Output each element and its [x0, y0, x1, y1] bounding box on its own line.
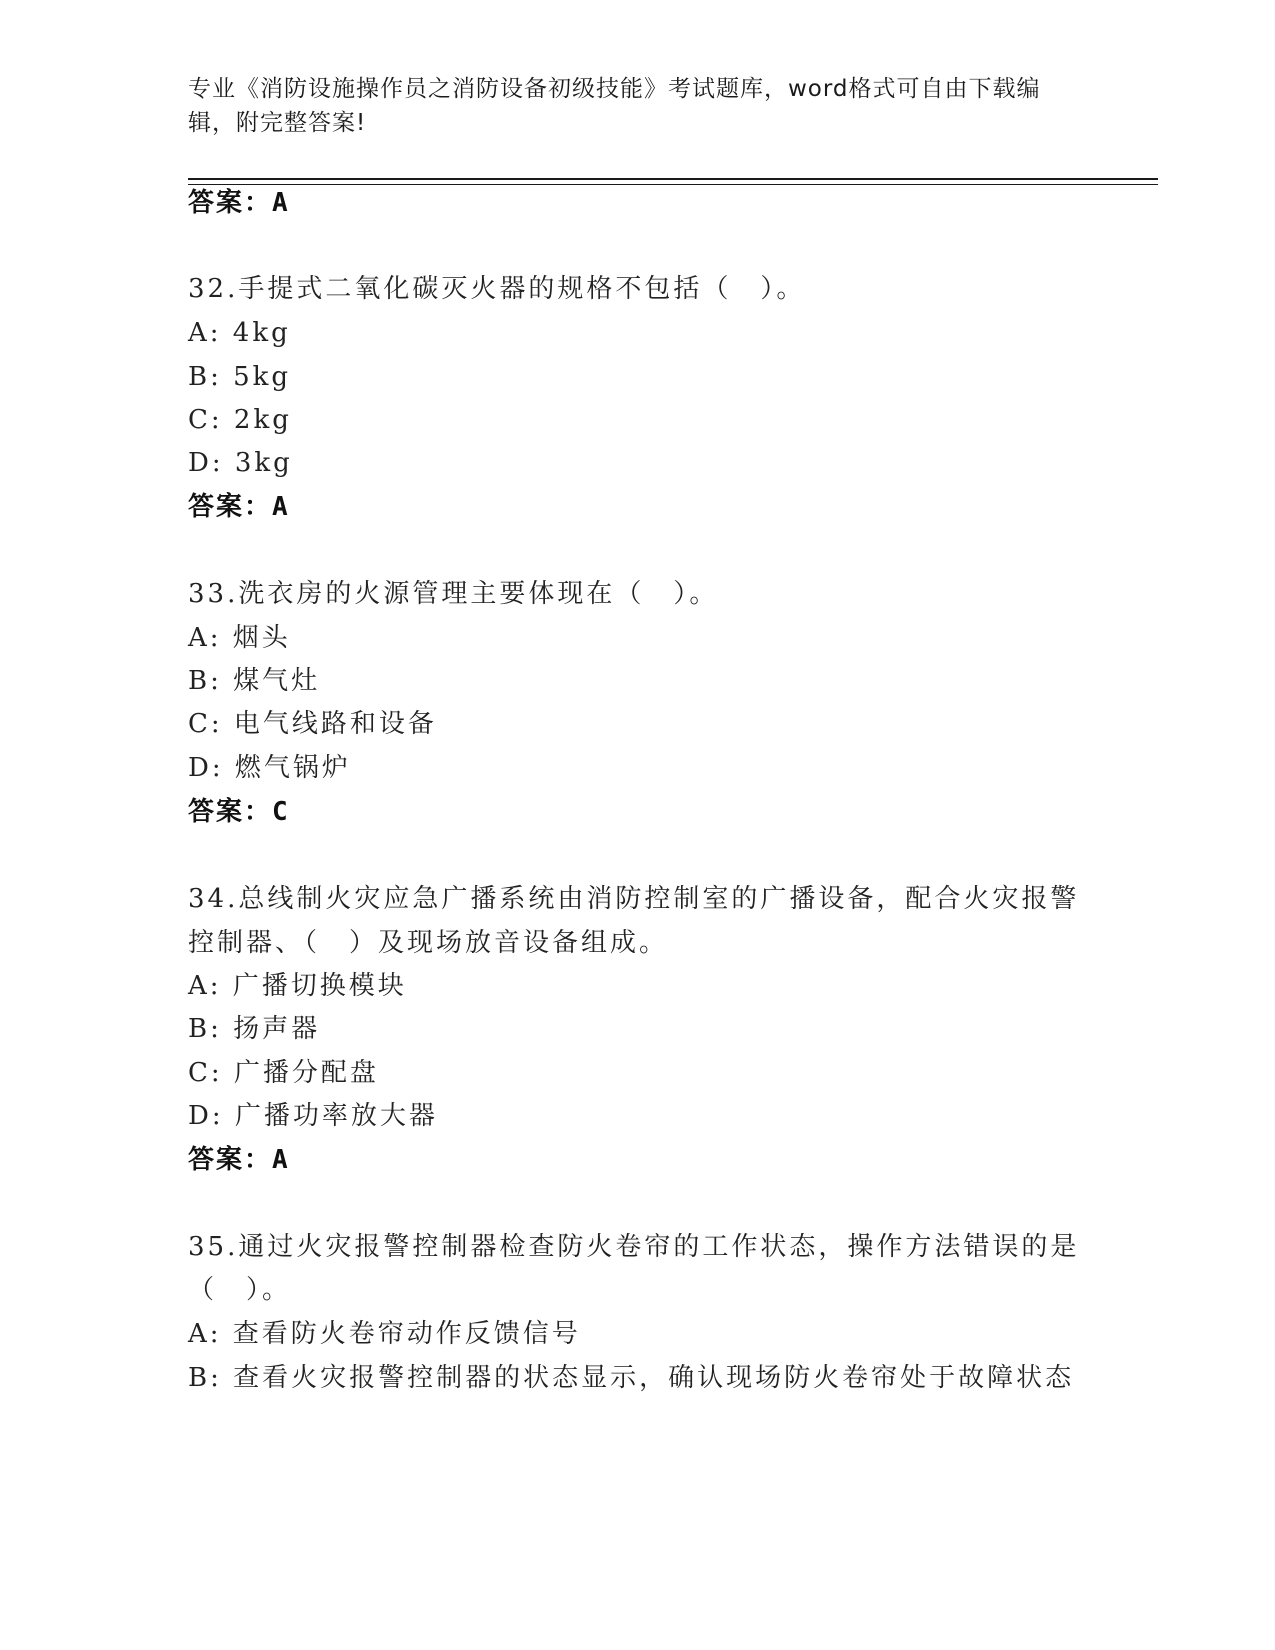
question-34-option-d: D: 广播功率放大器: [188, 1101, 438, 1131]
header-divider-thick: [188, 178, 1158, 180]
answer-label: 答案：: [188, 797, 273, 827]
answer-line-33: [188, 795, 290, 829]
header-intro-line-2: 辑，附完整答案!: [188, 110, 367, 136]
question-33-option-b: B: 煤气灶: [188, 666, 321, 696]
answer-value: A: [272, 492, 290, 522]
answer-label: 答案：: [188, 1145, 273, 1175]
answer-value: C: [272, 797, 290, 827]
header-divider-thin: [188, 184, 1158, 185]
question-35-option-b: B: 查看火灾报警控制器的状态显示，确认现场防火卷帘处于故障状态: [188, 1363, 1075, 1393]
answer-value: A: [272, 188, 290, 218]
question-35-stem-line-1: 35.通过火灾报警控制器检查防火卷帘的工作状态，操作方法错误的是: [188, 1232, 1080, 1262]
question-34-stem-line-2: 控制器、（ ）及现场放音设备组成。: [188, 928, 669, 958]
question-35-stem-line-2: （ ）。: [188, 1275, 292, 1305]
question-34-option-b: B: 扬声器: [188, 1014, 321, 1044]
answer-value: A: [272, 1145, 290, 1175]
answer-line-31: [188, 186, 290, 220]
header-intro-line-1: 专业《消防设施操作员之消防设备初级技能》考试题库，word格式可自由下载编: [188, 76, 1041, 102]
question-32-option-a: A: 4kg: [188, 318, 291, 348]
question-33-stem: 33.洗衣房的火源管理主要体现在（ ）。: [188, 579, 719, 609]
question-32-option-d: D: 3kg: [188, 448, 293, 478]
question-34-option-c: C: 广播分配盘: [188, 1058, 379, 1088]
question-35-option-a: A: 查看防火卷帘动作反馈信号: [188, 1319, 581, 1349]
answer-line-32: [188, 490, 290, 524]
answer-label: 答案：: [188, 492, 273, 522]
question-32-stem: 32.手提式二氧化碳灭火器的规格不包括（ ）。: [188, 274, 806, 304]
question-34-stem-line-1: 34.总线制火灾应急广播系统由消防控制室的广播设备，配合火灾报警: [188, 884, 1080, 914]
page-header: [188, 72, 1088, 140]
question-32-option-c: C: 2kg: [188, 405, 292, 435]
question-33-option-a: A: 烟头: [188, 623, 291, 653]
question-32-option-b: B: 5kg: [188, 362, 292, 392]
question-34-option-a: A: 广播切换模块: [188, 971, 407, 1001]
answer-line-34: [188, 1143, 290, 1177]
answer-label: 答案：: [188, 188, 273, 218]
question-33-option-d: D: 燃气锅炉: [188, 753, 351, 783]
question-33-option-c: C: 电气线路和设备: [188, 709, 437, 739]
